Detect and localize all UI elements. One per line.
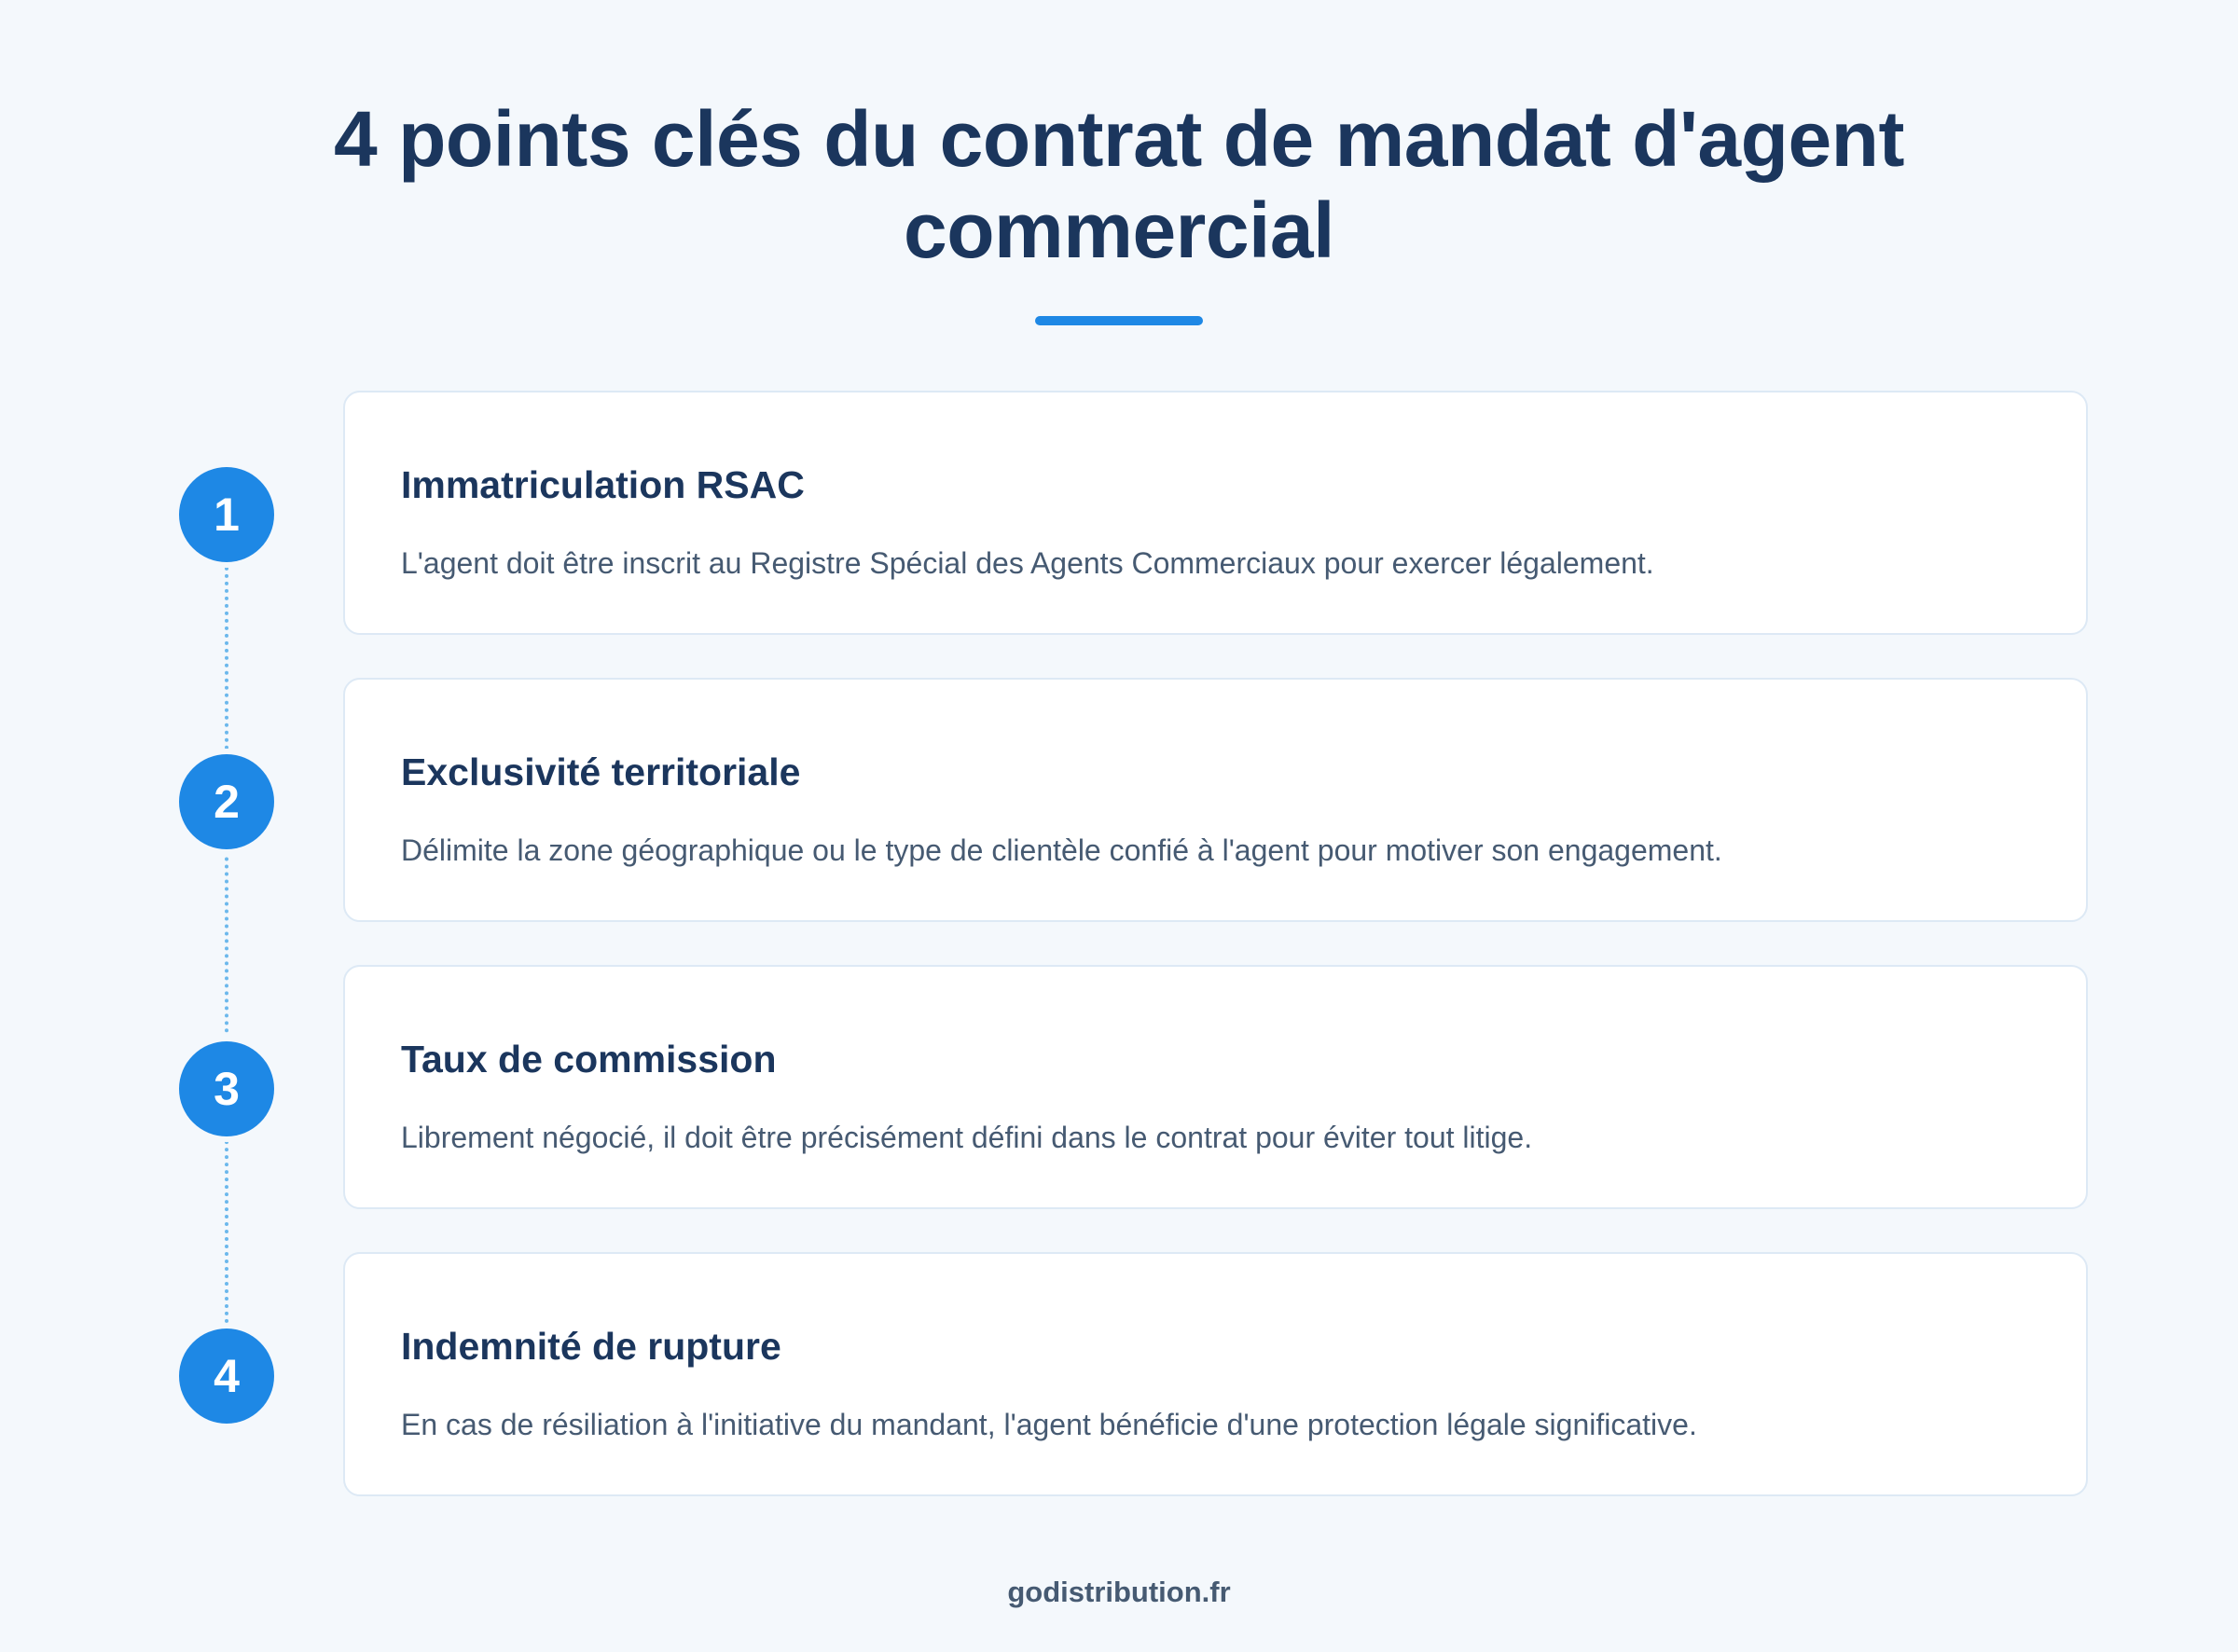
footer-source: godistribution.fr — [1007, 1576, 1231, 1608]
step-title: Exclusivité territoriale — [401, 750, 801, 793]
timeline-connector — [225, 515, 228, 1376]
step-description: L'agent doit être inscrit au Registre Spécial des Agents Commerciaux pour exercer légalement. — [401, 546, 1654, 580]
title-underline — [1035, 316, 1203, 325]
step-number-badge: 3 — [179, 1041, 274, 1136]
step-title: Indemnité de rupture — [401, 1325, 781, 1368]
step-number-badge: 2 — [179, 754, 274, 849]
step-title: Taux de commission — [401, 1038, 777, 1081]
step-number-badge: 1 — [179, 467, 274, 562]
step-card-1 — [343, 391, 2088, 635]
step-card-4 — [343, 1252, 2088, 1496]
step-description: Librement négocié, il doit être précisément défini dans le contrat pour éviter tout litige. — [401, 1121, 1533, 1154]
step-card-2 — [343, 678, 2088, 922]
page-title: 4 points clés du contrat de mandat d'agent commercial — [334, 95, 1904, 274]
step-description: Délimite la zone géographique ou le type de clientèle confié à l'agent pour motiver son engagement. — [401, 833, 1722, 867]
step-title: Immatriculation RSAC — [401, 463, 805, 506]
step-number-badge: 4 — [179, 1328, 274, 1424]
step-card-3 — [343, 965, 2088, 1209]
step-description: En cas de résiliation à l'initiative du mandant, l'agent bénéficie d'une protection légale significative. — [401, 1408, 1697, 1441]
